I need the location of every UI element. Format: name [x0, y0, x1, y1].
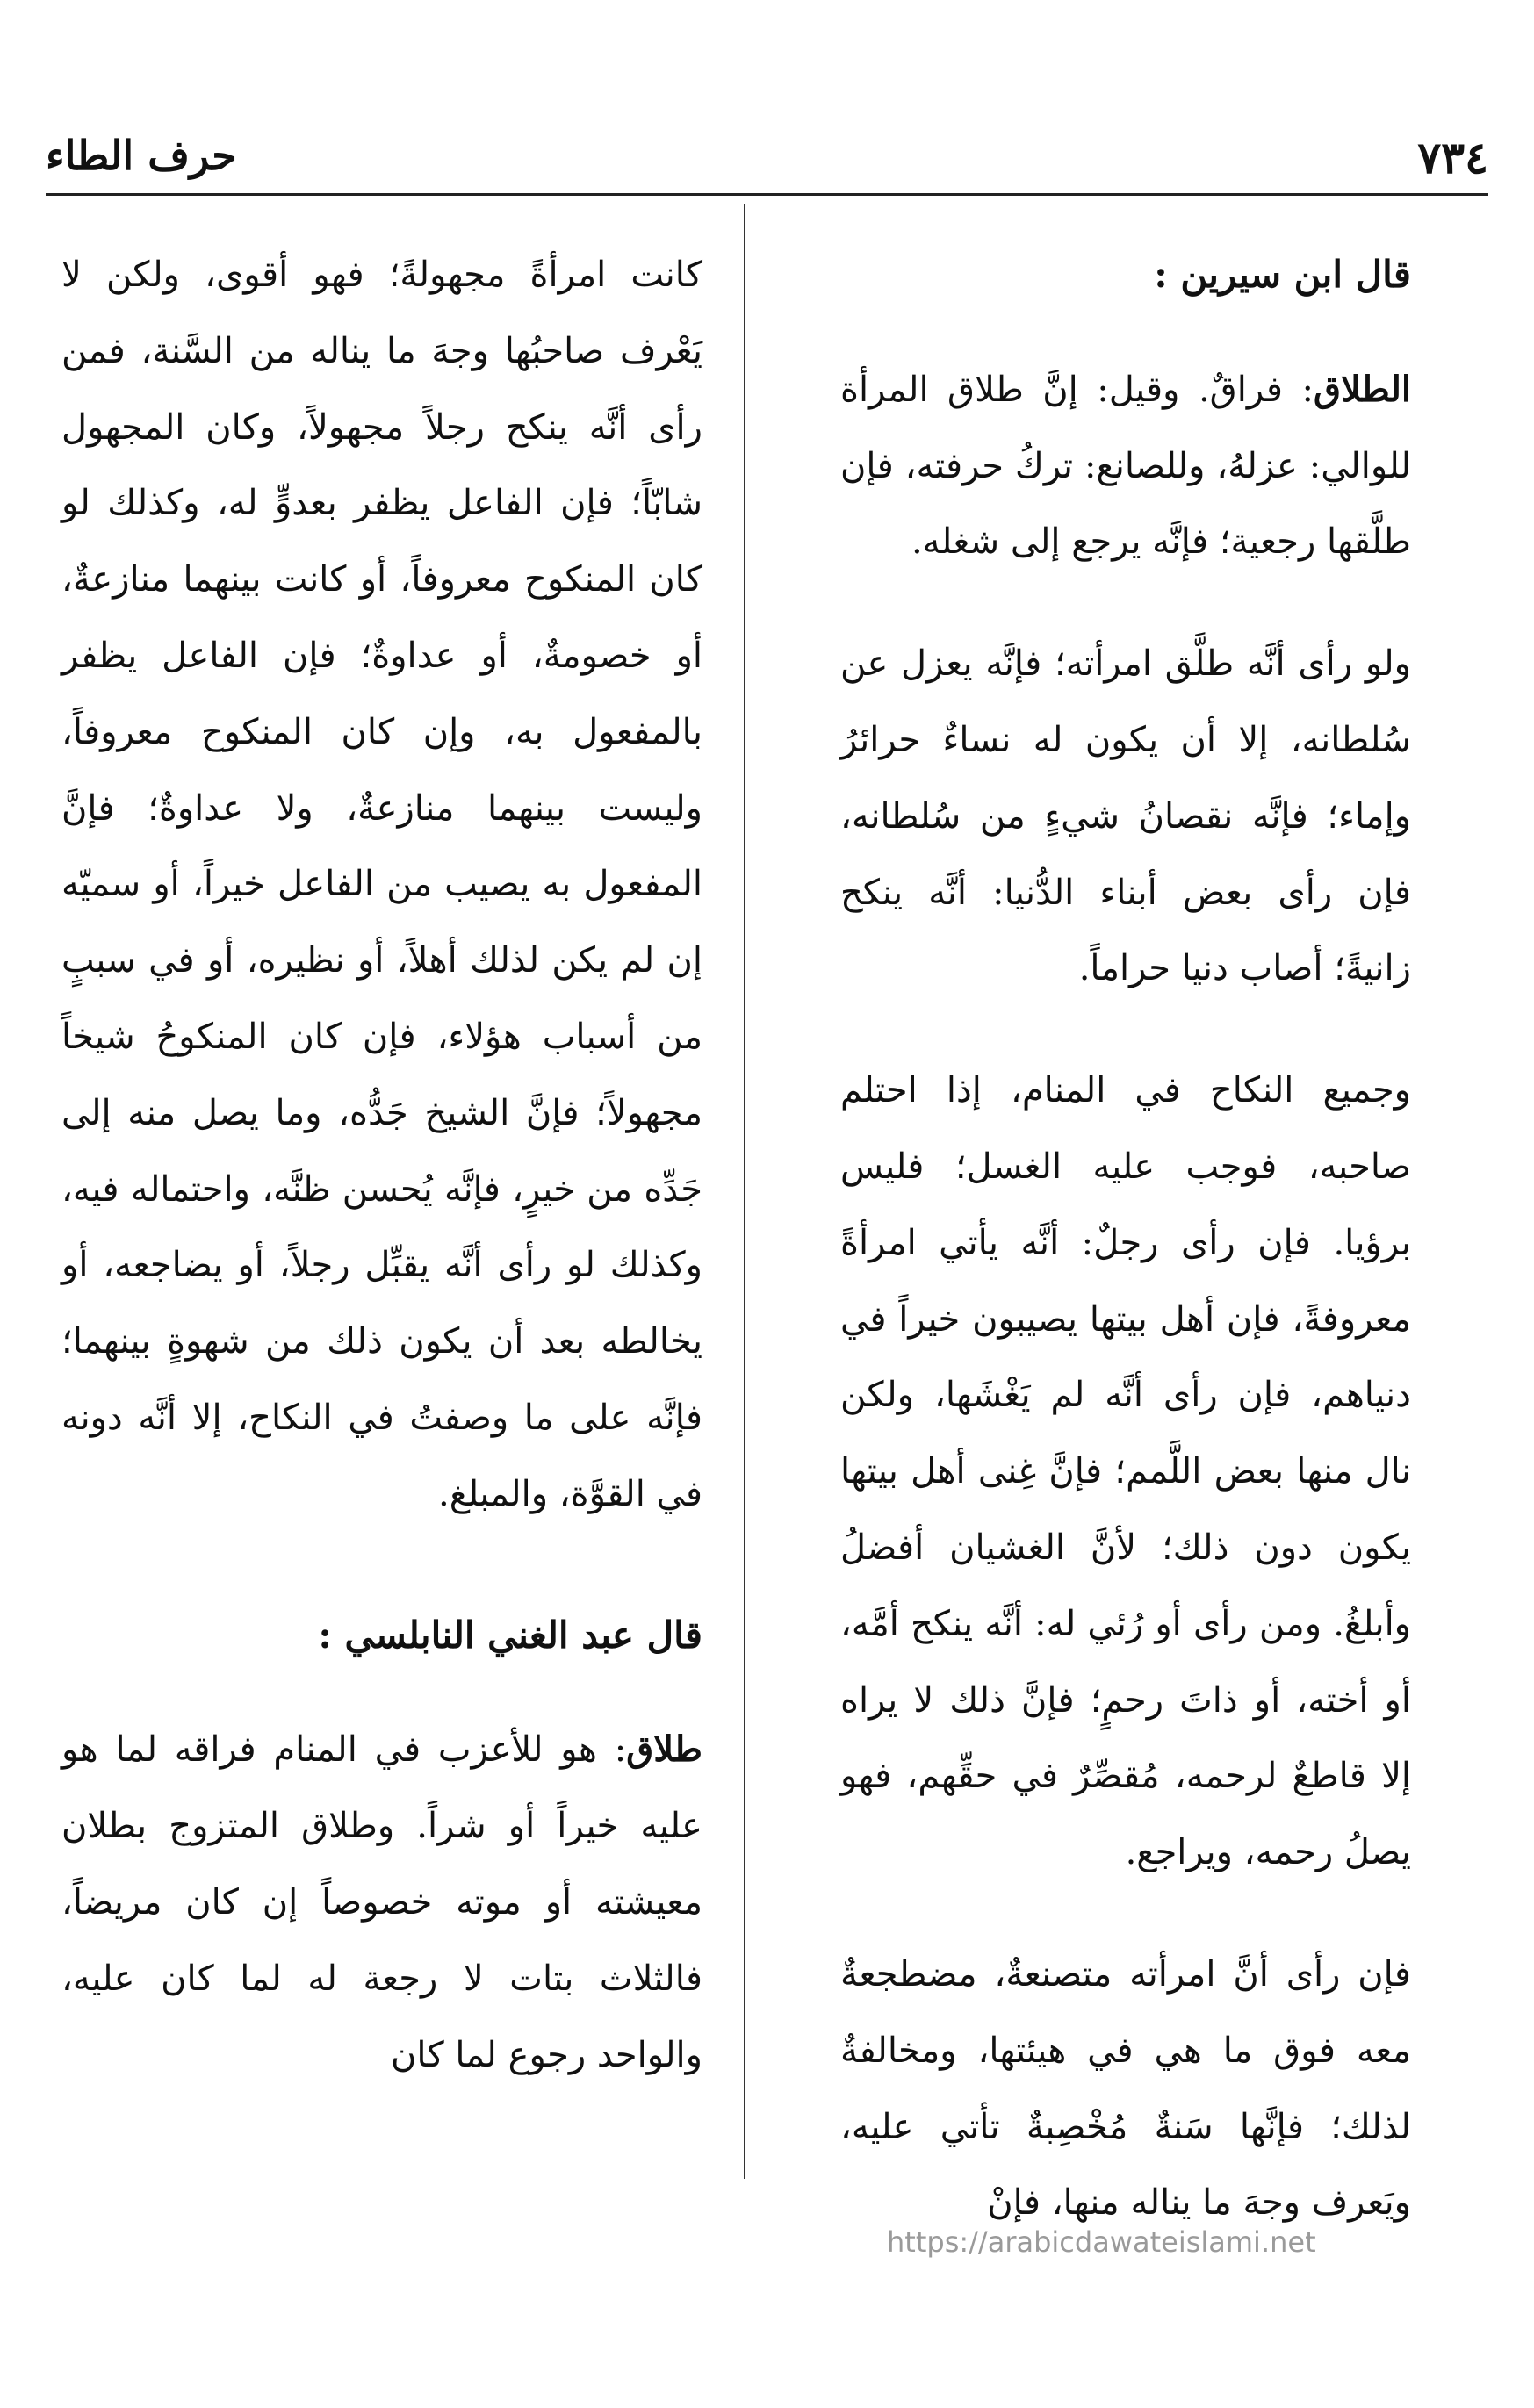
- paragraph: فإن رأى أنَّ امرأته متصنعةٌ، مضطجعةٌ معه فوق ما هي في هيئتها، ومخالفةٌ لذلك؛ فإنَّها سَنةٌ مُخْصِبةٌ تأتي عليه، ويَعرف وجهَ ما يناله منها، فإنْ: [840, 1953, 1411, 2224]
- entry-term: الطلاق: [1313, 368, 1411, 410]
- page-header: [46, 123, 1488, 196]
- entry-text: : فراقٌ. وقيل: إنَّ طلاق المرأة للوالي: عزلهُ، وللصانع: تركُ حرفته، فإن طلَّقها رجعية؛ فإنَّه يرجع إلى شغله.: [840, 369, 1411, 563]
- left-column: [61, 237, 702, 2093]
- column-divider: [744, 204, 745, 2179]
- entry-term: طلاق: [626, 1729, 702, 1771]
- page-number: ٧٣٤: [1417, 132, 1488, 183]
- paragraph: ولو رأى أنَّه طلَّق امرأته؛ فإنَّه يعزل عن سُلطانه، إلا أن يكون له نساءٌ حرائرُ وإماء؛ فإنَّه نقصانُ شيءٍ من سُلطانه، فإن رأى بعض أبناء الدُّنيا: أنَّه ينكح زانيةً؛ أصاب دنيا حراماً.: [840, 643, 1411, 989]
- right-column: [840, 237, 1411, 2241]
- section-heading-ibn-sirin: قال ابن سيرين :: [1154, 253, 1411, 296]
- section-heading-nabulsi: قال عبد الغني النابلسي :: [318, 1613, 702, 1657]
- running-title: حرف الطاء: [46, 132, 237, 179]
- paragraph: [840, 352, 1411, 580]
- paragraph: كانت امرأةً مجهولةً؛ فهو أقوى، ولكن لا يَعْرف صاحبُها وجهَ ما يناله من السَّنة، فمن رأى أنَّه ينكح رجلاً مجهولاً، وكان المجهول شابّاً؛ فإن الفاعل يظفر بعدوٍّ له، وكذلك لو كان المنكوح معروفاً، أو كانت بينهما منازعةٌ، أو خصومةٌ، أو عداوةٌ؛ فإن الفاعل يظفر بالمفعول به، وإن كان المنكوح معروفاً، وليست بينهما منازعةٌ، ولا عداوةٌ؛ فإنَّ المفعول به يصيب من الفاعل خيراً، أو سميّه إن لم يكن لذلك أهلاً، أو نظيره، أو في سببٍ من أسباب هؤلاء، فإن كان المنكوحُ شيخاً مجهولاً؛ فإنَّ الشيخ جَدُّه، وما يصل منه إلى جَدِّه من خيرٍ، فإنَّه يُحسن ظنَّه، واحتماله فيه، وكذلك لو رأى أنَّه يقبِّل رجلاً، أو يضاجعه، أو يخالطه بعد أن يكون ذلك من شهوةٍ بينهما؛ فإنَّه على ما وصفتُ في النكاح، إلا أنَّه دونه في القوَّة، والمبلغ.: [61, 255, 702, 1514]
- paragraph: وجميع النكاح في المنام، إذا احتلم صاحبه، فوجب عليه الغسل؛ فليس برؤيا. فإن رأى رجلٌ: أنَّه يأتي امرأةً معروفةً، فإن أهل بيتها يصيبون خيراً في دنياهم، فإن رأى أنَّه لم يَغْشَها، ولكن نال منها بعض اللَّمم؛ فإنَّ غِنى أهل بيتها يكون دون ذلك؛ لأنَّ الغشيان أفضلُ وأبلغُ. ومن رأى أو رُئي له: أنَّه ينكح أمَّه، أو أخته، أو ذاتَ رحمٍ؛ فإنَّ ذلك لا يراه إلا قاطعٌ لرحمه، مُقصِّرٌ في حقِّهم، فهو يصلُ رحمه، ويراجع.: [840, 1070, 1411, 1873]
- watermark-url: https://arabicdawateislami.net: [887, 2225, 1316, 2259]
- paragraph: [61, 1712, 702, 2093]
- entry-text: : هو للأعزب في المنام فراقه لما هو عليه خيراً أو شراً. وطلاق المتزوج بطلان معيشته أو موته خصوصاً إن كان مريضاً، فالثلاث بتات لا رجعة له لما كان عليه، والواحد رجوع لما كان: [61, 1729, 702, 2075]
